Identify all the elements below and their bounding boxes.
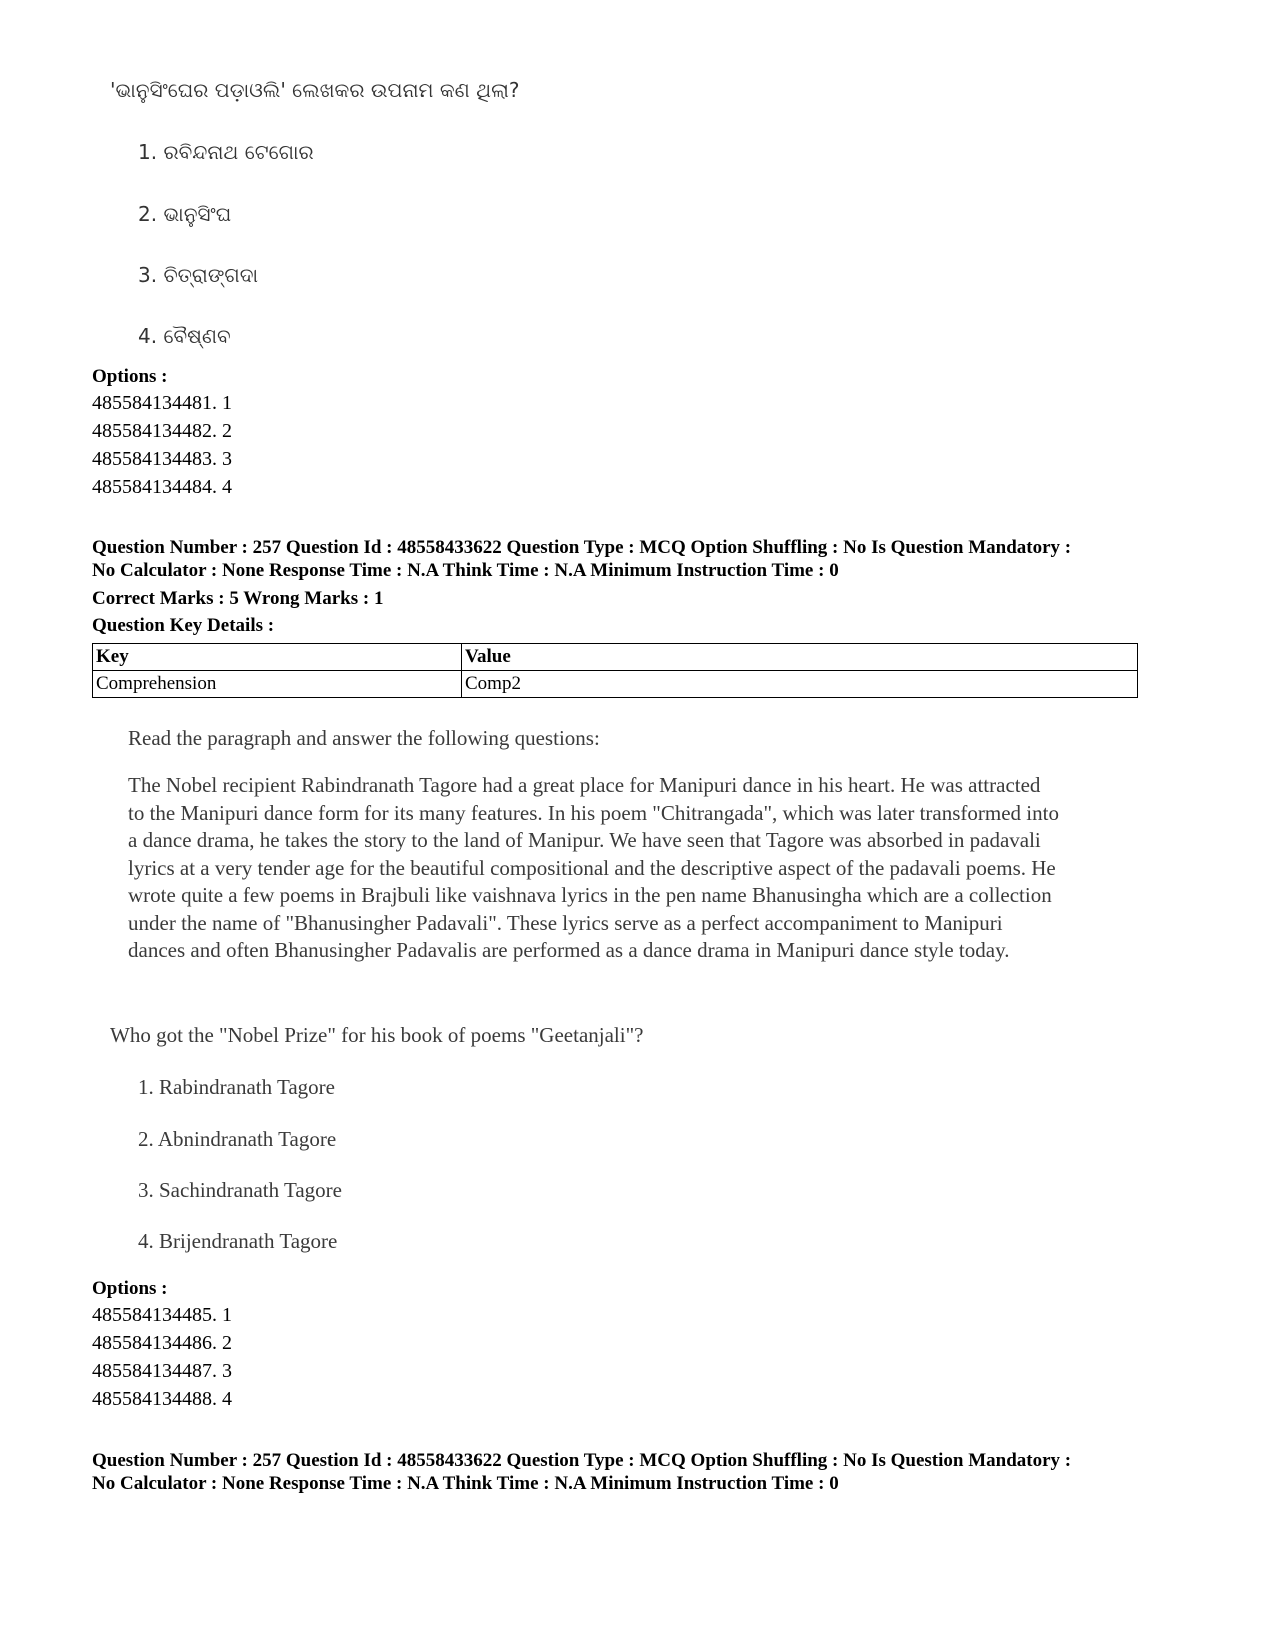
question-2-choice: 3. Sachindranath Tagore	[138, 1178, 342, 1202]
table-header-row	[93, 644, 1138, 671]
passage-line: dances and often Bhanusingher Padavalis are performed as a dance drama in Manipuri dance style today.	[128, 938, 1010, 962]
marks-line: Correct Marks : 5 Wrong Marks : 1	[92, 588, 384, 609]
option-item: 485584134487. 3	[92, 1360, 232, 1382]
passage-line: lyrics at a very tender age for the beautiful compositional and the descriptive aspect of the padavali poems. He	[128, 855, 1056, 880]
question-2-choice: 2. Abnindranath Tagore	[138, 1127, 337, 1151]
question-2-text: Who got the "Nobel Prize" for his book of poems "Geetanjali"?	[110, 1023, 644, 1047]
option-item: 485584134486. 2	[92, 1332, 232, 1354]
option-item: 485584134483. 3	[92, 448, 232, 470]
question-2-choice: 1. Rabindranath Tagore	[138, 1075, 335, 1099]
key-details-label: Question Key Details :	[92, 615, 275, 636]
table-header-value: Value	[462, 644, 1138, 671]
options-label: Options :	[92, 366, 168, 387]
passage-line: under the name of "Bhanusingher Padavali". These lyrics serve as a perfect accompaniment to Manipuri	[128, 910, 1003, 935]
option-item: 485584134484. 4	[92, 476, 232, 498]
options-list	[92, 1301, 232, 1413]
question-1-choice: 4. ବୈଷ୍ଣବ	[138, 324, 231, 348]
options-list	[92, 389, 232, 501]
table-cell-value: Comp2	[462, 671, 1138, 698]
option-item: 485584134482. 2	[92, 420, 232, 442]
question-meta-line-2: No Calculator : None Response Time : N.A Think Time : N.A Minimum Instruction Time : 0	[92, 1473, 839, 1494]
option-item: 485584134481. 1	[92, 392, 232, 414]
question-1-text: 'ଭାନୁସିଂଘେର ପଡ଼ାଓଲି' ଲେଖକର ଉପନାମ କଣ ଥିଲା?	[110, 78, 520, 102]
option-item: 485584134485. 1	[92, 1304, 232, 1326]
question-meta-line-1: Question Number : 257 Question Id : 48558433622 Question Type : MCQ Option Shuffling : No Is Question Mandatory :	[92, 1450, 1072, 1471]
table-row	[93, 671, 1138, 698]
question-1-choice: 1. ରବିନ୍ଦନାଥ ଟେଗୋର	[138, 140, 314, 164]
question-1-choice: 2. ଭାନୁସିଂଘ	[138, 202, 232, 226]
question-meta-line-2: No Calculator : None Response Time : N.A Think Time : N.A Minimum Instruction Time : 0	[92, 560, 839, 581]
table-cell-key: Comprehension	[93, 671, 462, 698]
passage-line: The Nobel recipient Rabindranath Tagore had a great place for Manipuri dance in his heart. He was attracted	[128, 773, 1041, 797]
passage-line: a dance drama, he takes the story to the land of Manipur. We have seen that Tagore was absorbed in padavali	[128, 828, 1041, 852]
passage-line: wrote quite a few poems in Brajbuli like vaishnava lyrics in the pen name Bhanusingha which are a collection	[128, 883, 1052, 907]
key-details-table	[92, 643, 1138, 698]
option-item: 485584134488. 4	[92, 1388, 232, 1410]
passage-line: to the Manipuri dance form for its many features. In his poem "Chitrangada", which was later transformed into	[128, 800, 1059, 825]
table-header-key: Key	[93, 644, 462, 671]
passage-instruction: Read the paragraph and answer the following questions:	[128, 726, 600, 750]
question-meta-line-1: Question Number : 257 Question Id : 48558433622 Question Type : MCQ Option Shuffling : No Is Question Mandatory :	[92, 537, 1072, 558]
passage-body	[128, 772, 1188, 965]
question-1-choice: 3. ଚିତ୍ରାଙ୍ଗଦା	[138, 263, 259, 287]
question-2-choice: 4. Brijendranath Tagore	[138, 1229, 338, 1253]
options-label: Options :	[92, 1278, 168, 1299]
